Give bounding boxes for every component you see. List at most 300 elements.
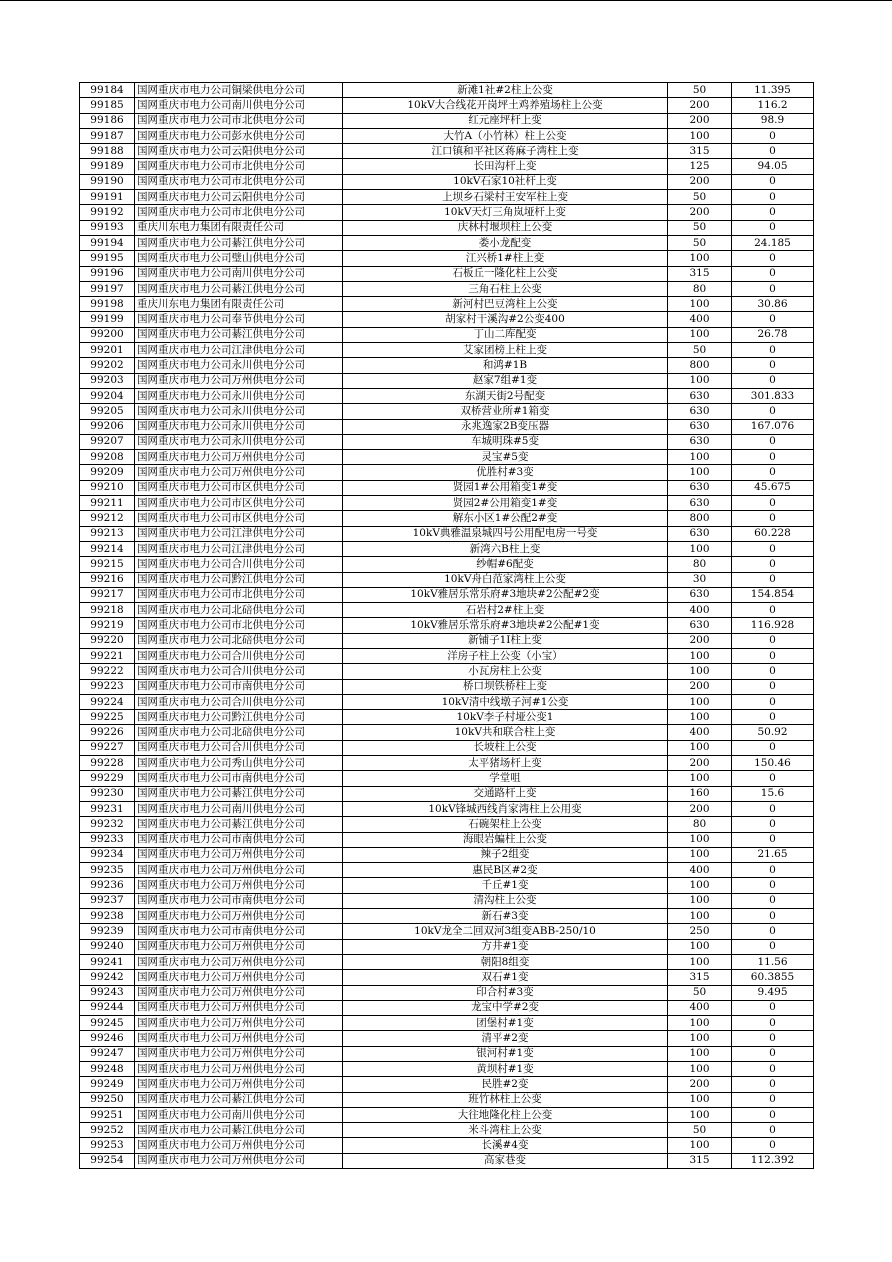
- cell-name: 交通路杆上变: [343, 786, 668, 801]
- cell-value: 60.3855: [732, 970, 814, 985]
- cell-org: 国网重庆市电力公司市区供电分公司: [135, 511, 343, 526]
- cell-name: 江口镇和平社区蒋麻子湾柱上变: [343, 144, 668, 159]
- cell-id: 99253: [80, 1138, 135, 1153]
- transformer-table: [79, 82, 814, 1169]
- cell-name: 庆林村堰坝柱上公变: [343, 220, 668, 235]
- cell-value: 0: [732, 603, 814, 618]
- cell-value: 0: [732, 511, 814, 526]
- table-row: [80, 603, 814, 618]
- cell-id: 99243: [80, 985, 135, 1000]
- cell-capacity: 50: [668, 1123, 732, 1138]
- table-row: [80, 358, 814, 373]
- cell-id: 99251: [80, 1107, 135, 1122]
- cell-name: 赵家7组#1变: [343, 373, 668, 388]
- cell-org: 国网重庆市电力公司市北供电分公司: [135, 174, 343, 189]
- table-row: [80, 373, 814, 388]
- cell-name: 印合村#3变: [343, 985, 668, 1000]
- cell-org: 国网重庆市电力公司万州供电分公司: [135, 1000, 343, 1015]
- table-row: [80, 1062, 814, 1077]
- cell-name: 高家巷变: [343, 1153, 668, 1168]
- table-row: [80, 893, 814, 908]
- cell-name: 大竹A（小竹林）柱上公变: [343, 128, 668, 143]
- cell-name: 10kV大合线花开岗坪土鸡养殖场柱上公变: [343, 98, 668, 113]
- cell-capacity: 200: [668, 174, 732, 189]
- table-row: [80, 312, 814, 327]
- cell-org: 国网重庆市电力公司奉节供电分公司: [135, 312, 343, 327]
- cell-name: 东湖天街2号配变: [343, 388, 668, 403]
- cell-id: 99198: [80, 297, 135, 312]
- table-row: [80, 480, 814, 495]
- cell-name: 上坝乡石梁村王安军柱上变: [343, 190, 668, 205]
- cell-value: 301.833: [732, 388, 814, 403]
- cell-value: 0: [732, 251, 814, 266]
- cell-capacity: 30: [668, 572, 732, 587]
- cell-org: 国网重庆市电力公司万州供电分公司: [135, 863, 343, 878]
- cell-id: 99235: [80, 863, 135, 878]
- cell-name: 长田沟杆上变: [343, 159, 668, 174]
- cell-value: 0: [732, 878, 814, 893]
- cell-value: 0: [732, 863, 814, 878]
- cell-id: 99212: [80, 511, 135, 526]
- cell-id: 99227: [80, 740, 135, 755]
- cell-id: 99233: [80, 832, 135, 847]
- cell-name: 永兆逸家2B变压器: [343, 419, 668, 434]
- cell-id: 99224: [80, 694, 135, 709]
- cell-capacity: 100: [668, 832, 732, 847]
- cell-id: 99190: [80, 174, 135, 189]
- cell-name: 长溪#4变: [343, 1138, 668, 1153]
- cell-capacity: 200: [668, 801, 732, 816]
- cell-capacity: 315: [668, 970, 732, 985]
- table-row: [80, 725, 814, 740]
- cell-value: 0: [732, 144, 814, 159]
- cell-value: 94.05: [732, 159, 814, 174]
- cell-org: 国网重庆市电力公司万州供电分公司: [135, 939, 343, 954]
- cell-name: 清沟柱上公变: [343, 893, 668, 908]
- table-row: [80, 954, 814, 969]
- cell-value: 0: [732, 1092, 814, 1107]
- cell-id: 99234: [80, 847, 135, 862]
- cell-org: 国网重庆市电力公司市北供电分公司: [135, 205, 343, 220]
- cell-name: 方井#1变: [343, 939, 668, 954]
- table-row: [80, 648, 814, 663]
- cell-org: 国网重庆市电力公司南川供电分公司: [135, 266, 343, 281]
- cell-capacity: 400: [668, 725, 732, 740]
- cell-org: 国网重庆市电力公司江津供电分公司: [135, 541, 343, 556]
- cell-value: 98.9: [732, 113, 814, 128]
- cell-id: 99222: [80, 664, 135, 679]
- cell-id: 99217: [80, 587, 135, 602]
- table-row: [80, 557, 814, 572]
- cell-capacity: 100: [668, 541, 732, 556]
- cell-name: 10kV清中线墩子河#1公变: [343, 694, 668, 709]
- table-row: [80, 909, 814, 924]
- cell-org: 国网重庆市电力公司合川供电分公司: [135, 664, 343, 679]
- table-row: [80, 159, 814, 174]
- cell-capacity: 50: [668, 190, 732, 205]
- table-row: [80, 924, 814, 939]
- cell-value: 0: [732, 1000, 814, 1015]
- cell-id: 99214: [80, 541, 135, 556]
- cell-capacity: 100: [668, 648, 732, 663]
- cell-id: 99244: [80, 1000, 135, 1015]
- cell-capacity: 100: [668, 1046, 732, 1061]
- table-row: [80, 817, 814, 832]
- cell-org: 国网重庆市电力公司北碚供电分公司: [135, 725, 343, 740]
- table-row: [80, 847, 814, 862]
- cell-value: 150.46: [732, 756, 814, 771]
- cell-org: 国网重庆市电力公司南川供电分公司: [135, 1107, 343, 1122]
- cell-name: 车城明珠#5变: [343, 434, 668, 449]
- table-row: [80, 251, 814, 266]
- cell-id: 99219: [80, 618, 135, 633]
- table-row: [80, 679, 814, 694]
- cell-name: 新铺子1I柱上变: [343, 633, 668, 648]
- table-row: [80, 1107, 814, 1122]
- cell-value: 0: [732, 404, 814, 419]
- cell-value: 0: [732, 434, 814, 449]
- table-row: [80, 404, 814, 419]
- table-row: [80, 740, 814, 755]
- cell-value: 0: [732, 924, 814, 939]
- cell-capacity: 800: [668, 358, 732, 373]
- cell-id: 99200: [80, 327, 135, 342]
- cell-org: 国网重庆市电力公司綦江供电分公司: [135, 1092, 343, 1107]
- cell-capacity: 50: [668, 83, 732, 98]
- cell-name: 千丘#1变: [343, 878, 668, 893]
- table-row: [80, 618, 814, 633]
- cell-id: 99246: [80, 1031, 135, 1046]
- cell-capacity: 200: [668, 756, 732, 771]
- cell-org: 国网重庆市电力公司市南供电分公司: [135, 771, 343, 786]
- cell-name: 石碗架柱上公变: [343, 817, 668, 832]
- cell-value: 0: [732, 496, 814, 511]
- cell-capacity: 100: [668, 664, 732, 679]
- table-row: [80, 98, 814, 113]
- cell-value: 21.65: [732, 847, 814, 862]
- cell-org: 国网重庆市电力公司市北供电分公司: [135, 618, 343, 633]
- cell-value: 0: [732, 450, 814, 465]
- cell-id: 99209: [80, 465, 135, 480]
- cell-value: 30.86: [732, 297, 814, 312]
- cell-name: 石岩村2#柱上变: [343, 603, 668, 618]
- cell-capacity: 630: [668, 526, 732, 541]
- cell-value: 0: [732, 1107, 814, 1122]
- table-row: [80, 419, 814, 434]
- cell-id: 99185: [80, 98, 135, 113]
- cell-name: 10kV李子村垭公变1: [343, 710, 668, 725]
- table-row: [80, 113, 814, 128]
- table-row: [80, 1046, 814, 1061]
- cell-name: 惠民B区#2变: [343, 863, 668, 878]
- cell-org: 国网重庆市电力公司璧山供电分公司: [135, 251, 343, 266]
- cell-capacity: 100: [668, 710, 732, 725]
- cell-capacity: 200: [668, 633, 732, 648]
- cell-org: 国网重庆市电力公司永川供电分公司: [135, 404, 343, 419]
- cell-org: 国网重庆市电力公司合川供电分公司: [135, 694, 343, 709]
- cell-id: 99220: [80, 633, 135, 648]
- cell-name: 海眼岩蝙柱上公变: [343, 832, 668, 847]
- cell-id: 99197: [80, 281, 135, 296]
- cell-org: 国网重庆市电力公司万州供电分公司: [135, 465, 343, 480]
- cell-id: 99215: [80, 557, 135, 572]
- cell-org: 重庆川东电力集团有限责任公司: [135, 297, 343, 312]
- cell-id: 99237: [80, 893, 135, 908]
- cell-value: 11.56: [732, 954, 814, 969]
- cell-id: 99194: [80, 235, 135, 250]
- table-row: [80, 1138, 814, 1153]
- cell-id: 99230: [80, 786, 135, 801]
- table-row: [80, 1092, 814, 1107]
- cell-name: 10kV舟白范家湾柱上公变: [343, 572, 668, 587]
- cell-id: 99218: [80, 603, 135, 618]
- table-row: [80, 1016, 814, 1031]
- cell-id: 99249: [80, 1077, 135, 1092]
- cell-org: 国网重庆市电力公司万州供电分公司: [135, 1153, 343, 1168]
- table-row: [80, 786, 814, 801]
- table-row: [80, 83, 814, 98]
- table-row: [80, 664, 814, 679]
- cell-org: 国网重庆市电力公司市南供电分公司: [135, 924, 343, 939]
- cell-value: 11.395: [732, 83, 814, 98]
- cell-value: 0: [732, 893, 814, 908]
- cell-name: 10kV锋城西线肖家湾柱上公用变: [343, 801, 668, 816]
- cell-capacity: 100: [668, 128, 732, 143]
- cell-capacity: 50: [668, 235, 732, 250]
- table-row: [80, 863, 814, 878]
- cell-value: 154.854: [732, 587, 814, 602]
- cell-value: 0: [732, 664, 814, 679]
- cell-capacity: 100: [668, 450, 732, 465]
- cell-id: 99216: [80, 572, 135, 587]
- cell-id: 99232: [80, 817, 135, 832]
- cell-org: 国网重庆市电力公司市北供电分公司: [135, 113, 343, 128]
- cell-value: 0: [732, 1031, 814, 1046]
- cell-org: 国网重庆市电力公司北碚供电分公司: [135, 633, 343, 648]
- cell-capacity: 100: [668, 1107, 732, 1122]
- cell-value: 0: [732, 801, 814, 816]
- cell-name: 丁山二库配变: [343, 327, 668, 342]
- table-row: [80, 756, 814, 771]
- cell-org: 国网重庆市电力公司綦江供电分公司: [135, 1123, 343, 1138]
- table-row: [80, 771, 814, 786]
- cell-org: 国网重庆市电力公司永川供电分公司: [135, 434, 343, 449]
- cell-value: 0: [732, 343, 814, 358]
- cell-value: 0: [732, 541, 814, 556]
- cell-name: 双桥营业所#1箱变: [343, 404, 668, 419]
- cell-id: 99191: [80, 190, 135, 205]
- cell-name: 太平猪场杆上变: [343, 756, 668, 771]
- cell-name: 新滩1社#2柱上公变: [343, 83, 668, 98]
- cell-org: 国网重庆市电力公司万州供电分公司: [135, 954, 343, 969]
- cell-org: 国网重庆市电力公司綦江供电分公司: [135, 786, 343, 801]
- cell-org: 国网重庆市电力公司彭水供电分公司: [135, 128, 343, 143]
- cell-org: 国网重庆市电力公司云阳供电分公司: [135, 144, 343, 159]
- cell-id: 99188: [80, 144, 135, 159]
- table-row: [80, 587, 814, 602]
- cell-org: 国网重庆市电力公司合川供电分公司: [135, 740, 343, 755]
- cell-capacity: 200: [668, 205, 732, 220]
- cell-capacity: 100: [668, 909, 732, 924]
- cell-capacity: 100: [668, 893, 732, 908]
- cell-value: 0: [732, 312, 814, 327]
- cell-capacity: 125: [668, 159, 732, 174]
- cell-org: 国网重庆市电力公司南川供电分公司: [135, 98, 343, 113]
- cell-capacity: 100: [668, 297, 732, 312]
- cell-org: 国网重庆市电力公司万州供电分公司: [135, 1138, 343, 1153]
- cell-value: 0: [732, 572, 814, 587]
- cell-id: 99238: [80, 909, 135, 924]
- cell-capacity: 400: [668, 312, 732, 327]
- table-row: [80, 205, 814, 220]
- table-row: [80, 266, 814, 281]
- cell-capacity: 50: [668, 220, 732, 235]
- cell-name: 团堡村#1变: [343, 1016, 668, 1031]
- cell-value: 0: [732, 373, 814, 388]
- cell-id: 99254: [80, 1153, 135, 1168]
- cell-name: 优胜村#3变: [343, 465, 668, 480]
- cell-name: 江兴桥1#柱上变: [343, 251, 668, 266]
- cell-name: 朝阳8组变: [343, 954, 668, 969]
- cell-org: 国网重庆市电力公司合川供电分公司: [135, 648, 343, 663]
- cell-capacity: 100: [668, 327, 732, 342]
- cell-id: 99187: [80, 128, 135, 143]
- cell-capacity: 100: [668, 740, 732, 755]
- cell-capacity: 50: [668, 343, 732, 358]
- cell-id: 99203: [80, 373, 135, 388]
- table-row: [80, 235, 814, 250]
- table-row: [80, 128, 814, 143]
- cell-value: 0: [732, 128, 814, 143]
- cell-name: 石板丘一隆化柱上公变: [343, 266, 668, 281]
- cell-capacity: 80: [668, 557, 732, 572]
- cell-org: 国网重庆市电力公司南川供电分公司: [135, 801, 343, 816]
- table-row: [80, 633, 814, 648]
- table-row: [80, 465, 814, 480]
- page-top-rule: [0, 0, 892, 1]
- cell-value: 0: [732, 740, 814, 755]
- cell-capacity: 100: [668, 1031, 732, 1046]
- cell-id: 99204: [80, 388, 135, 403]
- cell-capacity: 100: [668, 939, 732, 954]
- cell-org: 国网重庆市电力公司綦江供电分公司: [135, 235, 343, 250]
- cell-value: 167.076: [732, 419, 814, 434]
- cell-id: 99189: [80, 159, 135, 174]
- cell-capacity: 400: [668, 1000, 732, 1015]
- table-row: [80, 434, 814, 449]
- cell-capacity: 50: [668, 985, 732, 1000]
- cell-capacity: 80: [668, 281, 732, 296]
- cell-org: 国网重庆市电力公司万州供电分公司: [135, 847, 343, 862]
- cell-capacity: 100: [668, 771, 732, 786]
- cell-id: 99245: [80, 1016, 135, 1031]
- cell-value: 0: [732, 205, 814, 220]
- cell-value: 116.928: [732, 618, 814, 633]
- cell-org: 国网重庆市电力公司万州供电分公司: [135, 373, 343, 388]
- cell-name: 胡家村干溪沟#2公变400: [343, 312, 668, 327]
- cell-capacity: 200: [668, 1077, 732, 1092]
- cell-org: 国网重庆市电力公司永川供电分公司: [135, 358, 343, 373]
- cell-id: 99240: [80, 939, 135, 954]
- cell-value: 50.92: [732, 725, 814, 740]
- cell-value: 0: [732, 220, 814, 235]
- cell-id: 99196: [80, 266, 135, 281]
- table-row: [80, 526, 814, 541]
- cell-name: 洋房子柱上公变（小宝）: [343, 648, 668, 663]
- cell-org: 国网重庆市电力公司綦江供电分公司: [135, 327, 343, 342]
- cell-id: 99252: [80, 1123, 135, 1138]
- cell-name: 小瓦房柱上公变: [343, 664, 668, 679]
- cell-name: 和鸿#1B: [343, 358, 668, 373]
- cell-org: 国网重庆市电力公司永川供电分公司: [135, 419, 343, 434]
- table-row: [80, 1031, 814, 1046]
- cell-org: 国网重庆市电力公司万州供电分公司: [135, 1046, 343, 1061]
- cell-value: 0: [732, 648, 814, 663]
- cell-id: 99211: [80, 496, 135, 511]
- cell-id: 99213: [80, 526, 135, 541]
- cell-capacity: 200: [668, 98, 732, 113]
- cell-capacity: 630: [668, 404, 732, 419]
- cell-id: 99201: [80, 343, 135, 358]
- cell-org: 国网重庆市电力公司万州供电分公司: [135, 1016, 343, 1031]
- cell-name: 10kV共和联合柱上变: [343, 725, 668, 740]
- table-row: [80, 281, 814, 296]
- cell-org: 国网重庆市电力公司江津供电分公司: [135, 343, 343, 358]
- cell-name: 学堂咀: [343, 771, 668, 786]
- table-row: [80, 970, 814, 985]
- cell-id: 99199: [80, 312, 135, 327]
- cell-capacity: 630: [668, 388, 732, 403]
- cell-value: 0: [732, 281, 814, 296]
- cell-org: 国网重庆市电力公司合川供电分公司: [135, 557, 343, 572]
- cell-value: 0: [732, 465, 814, 480]
- cell-capacity: 100: [668, 251, 732, 266]
- cell-org: 国网重庆市电力公司黔江供电分公司: [135, 710, 343, 725]
- cell-capacity: 800: [668, 511, 732, 526]
- cell-org: 国网重庆市电力公司万州供电分公司: [135, 878, 343, 893]
- cell-id: 99206: [80, 419, 135, 434]
- cell-org: 国网重庆市电力公司万州供电分公司: [135, 1062, 343, 1077]
- table-row: [80, 190, 814, 205]
- cell-org: 国网重庆市电力公司云阳供电分公司: [135, 190, 343, 205]
- cell-capacity: 630: [668, 434, 732, 449]
- cell-name: 民胜#2变: [343, 1077, 668, 1092]
- cell-value: 0: [732, 1138, 814, 1153]
- cell-org: 国网重庆市电力公司市区供电分公司: [135, 496, 343, 511]
- table-row: [80, 174, 814, 189]
- table-row: [80, 985, 814, 1000]
- cell-org: 国网重庆市电力公司市北供电分公司: [135, 159, 343, 174]
- cell-name: 贤园2#公用箱变1#变: [343, 496, 668, 511]
- table-row: [80, 832, 814, 847]
- cell-id: 99207: [80, 434, 135, 449]
- cell-name: 灵宝#5变: [343, 450, 668, 465]
- cell-capacity: 200: [668, 113, 732, 128]
- cell-capacity: 315: [668, 1153, 732, 1168]
- table-row: [80, 710, 814, 725]
- cell-name: 艾家团榜上柱上变: [343, 343, 668, 358]
- cell-capacity: 100: [668, 465, 732, 480]
- table-body: [80, 83, 814, 1169]
- cell-org: 国网重庆市电力公司黔江供电分公司: [135, 572, 343, 587]
- cell-capacity: 315: [668, 266, 732, 281]
- cell-name: 龙宝中学#2变: [343, 1000, 668, 1015]
- cell-value: 0: [732, 358, 814, 373]
- cell-org: 国网重庆市电力公司江津供电分公司: [135, 526, 343, 541]
- cell-name: 辣子2组变: [343, 847, 668, 862]
- cell-id: 99221: [80, 648, 135, 663]
- cell-id: 99184: [80, 83, 135, 98]
